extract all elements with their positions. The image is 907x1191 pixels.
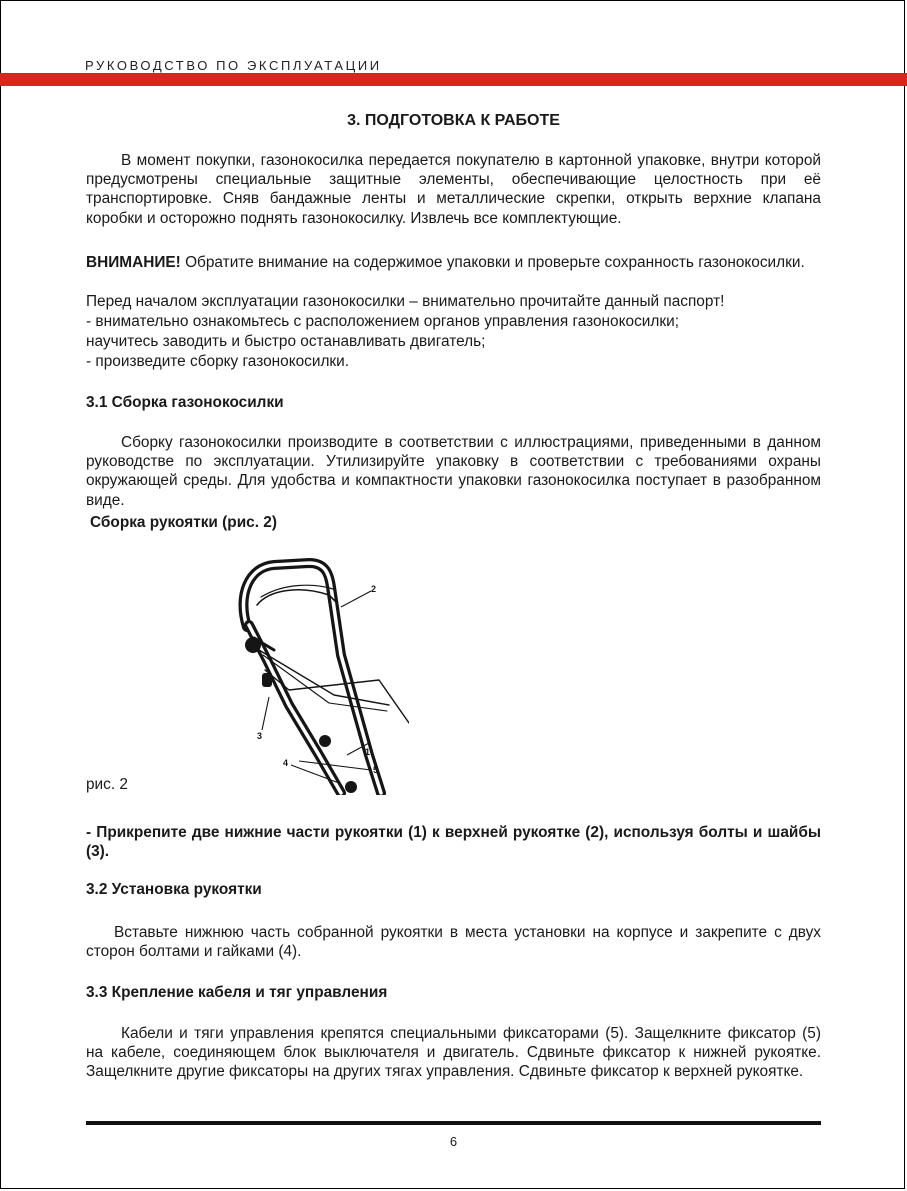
figure-label-1: 1	[365, 747, 371, 757]
attach-instruction: - Прикрепите две нижние части рукоятки (1) к верхней рукоятке (2), используя болты и шайбы (3).	[86, 824, 821, 861]
intro-line-3: научитесь заводить и быстро останавливать двигатель;	[86, 333, 486, 350]
section-3-2-title: 3.2 Установка рукоятки	[86, 881, 262, 898]
section-3-3-title: 3.3 Крепление кабеля и тяг управления	[86, 984, 388, 1001]
intro-paragraph: В момент покупки, газонокосилка передается покупателю в картонной упаковке, внутри которой предусмотрены специальные защитные элементы, обеспечивающие целостность при её транспортировке. Сняв бандажные ленты и металлические скрепки, открыть верхние клапана коробки и осторожно поднять газонокосилку. Извлечь все комплектующие.	[86, 152, 821, 227]
intro-line-1: Перед началом эксплуатации газонокосилки – внимательно прочитайте данный паспорт!	[86, 293, 725, 310]
section-title: 3. ПОДГОТОВКА К РАБОТЕ	[347, 112, 560, 129]
section-3-1-title: 3.1 Сборка газонокосилки	[86, 394, 284, 411]
section-3-1-paragraph: Сборку газонокосилки производите в соответствии с иллюстрациями, приведенными в данном руководстве по эксплуатации. Утилизируйте упаковку в соответствии с требованиями охраны окружающей среды. Для удобства и компактности упаковки газонокосилка поступает в разобранном виде.	[86, 434, 821, 509]
section-3-2-paragraph: Вставьте нижнюю часть собранной рукоятки в места установки на корпусе и закрепите с двух сторон болтами и гайками (4).	[86, 924, 821, 961]
warning-label: ВНИМАНИЕ!	[86, 254, 181, 271]
warning-text: Обратите внимание на содержимое упаковки и проверьте сохранность газонокосилки.	[180, 254, 805, 271]
handle-assembly-title: Сборка рукоятки (рис. 2)	[90, 514, 277, 531]
intro-line-2: - внимательно ознакомьтесь с расположением органов управления газонокосилки;	[86, 313, 679, 330]
footer-rule	[86, 1121, 821, 1125]
figure-label-2: 2	[371, 584, 377, 594]
handle-assembly-figure	[229, 555, 409, 795]
page-number: 6	[449, 1134, 458, 1149]
section-3-3-paragraph: Кабели и тяги управления крепятся специальными фиксаторами (5). Защелкните фиксатор (5) на кабеле, соединяющем блок выключателя и двигатель. Сдвиньте фиксатор к нижней рукоятке. Защелкните другие фиксаторы на других тягах управления. Сдвиньте фиксатор к верхней рукоятке.	[86, 1025, 821, 1081]
header-red-band	[0, 73, 907, 86]
warning-paragraph	[86, 253, 821, 272]
figure-caption: рис. 2	[86, 776, 128, 793]
intro-line-4: - произведите сборку газонокосилки.	[86, 353, 350, 370]
figure-label-4: 4	[283, 758, 289, 768]
figure-label-5: 5	[373, 765, 379, 775]
figure-label-3: 3	[257, 731, 263, 741]
manual-header-title: РУКОВОДСТВО ПО ЭКСПЛУАТАЦИИ	[85, 58, 382, 73]
